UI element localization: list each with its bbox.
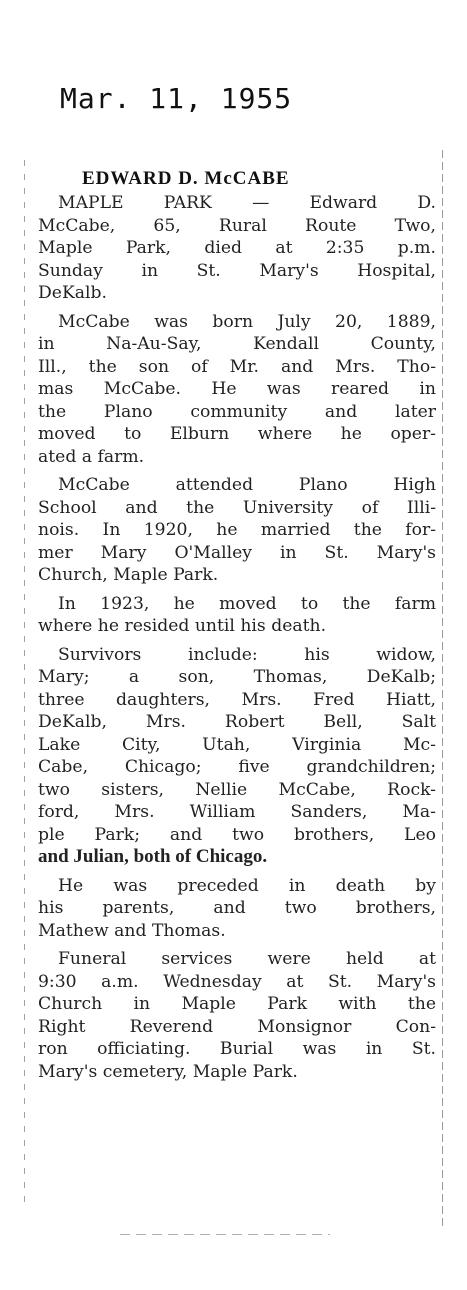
obituary-paragraph [38,192,436,305]
obituary-line: Mary; a son, Thomas, DeKalb; [38,667,436,687]
obituary-paragraph [38,948,436,1083]
obituary-line: moved to Elburn where he oper- [38,424,436,444]
obituary-line: ple Park; and two brothers, Leo [38,824,436,845]
obituary-line: three daughters, Mrs. Fred Hiatt, [38,689,436,710]
clipping-date: Mar. 11, 1955 [60,82,293,115]
obituary-line: Survivors include: his widow, [58,644,436,665]
obituary-line: DeKalb, Mrs. Robert Bell, Salt [38,712,436,732]
obituary-line: mas McCabe. He was reared in [38,379,436,399]
obituary-line: Ill., the son of Mr. and Mrs. Tho- [38,356,436,377]
obituary-line: nois. In 1920, he married the for- [38,520,436,540]
obituary-line: In 1923, he moved to the farm [58,593,436,614]
obituary-line: Church, Maple Park. [38,565,219,585]
obituary-paragraph [38,644,436,869]
obituary-line: Maple Park, died at 2:35 p.m. [38,238,436,258]
obituary-line: Funeral services were held at [58,949,436,969]
obituary-line: School and the University of Illi- [38,497,436,518]
obituary-line: two sisters, Nellie McCabe, Rock- [38,779,436,800]
obituary-paragraph [38,593,436,638]
obituary-line: McCabe was born July 20, 1889, [58,311,436,332]
obituary-line: Lake City, Utah, Virginia Mc- [38,734,436,755]
obituary-line: 9:30 a.m. Wednesday at St. Mary's [38,971,436,992]
obituary-line: where he resided until his death. [38,616,327,636]
obituary-line: He was preceded in death by [58,875,436,896]
clipping-bottom-rule [120,1234,330,1235]
obituary-heading: EDWARD D. McCABE [82,168,290,189]
clipping-right-edge [442,150,443,1230]
obituary-line: Sunday in St. Mary's Hospital, [38,260,436,281]
obituary-line: Mathew and Thomas. [38,920,226,941]
obituary-line: DeKalb. [38,283,108,303]
obituary-line: MAPLE PARK — Edward D. [58,193,436,213]
obituary-body [38,192,436,1083]
obituary-line: Right Reverend Monsignor Con- [38,1016,436,1037]
obituary-line: McCabe attended Plano High [58,475,436,495]
obituary-line: in Na-Au-Say, Kendall County, [38,334,436,354]
obituary-paragraph [38,875,436,943]
obituary-paragraph [38,474,436,587]
obituary-line: mer Mary O'Malley in St. Mary's [38,542,436,563]
obituary-line: and Julian, both of Chicago. [38,846,268,867]
obituary-line: Cabe, Chicago; five grandchildren; [38,757,436,777]
obituary-line: Church in Maple Park with the [38,994,436,1014]
obituary-line: McCabe, 65, Rural Route Two, [38,215,436,236]
obituary-line: ron officiating. Burial was in St. [38,1039,436,1059]
obituary-line: ated a farm. [38,446,145,467]
clipping-left-edge [24,160,25,1210]
obituary-column [38,168,436,1089]
obituary-line: ford, Mrs. William Sanders, Ma- [38,802,436,822]
obituary-line: his parents, and two brothers, [38,898,436,918]
obituary-paragraph [38,311,436,469]
obituary-line: Mary's cemetery, Maple Park. [38,1061,298,1082]
obituary-line: the Plano community and later [38,401,436,422]
